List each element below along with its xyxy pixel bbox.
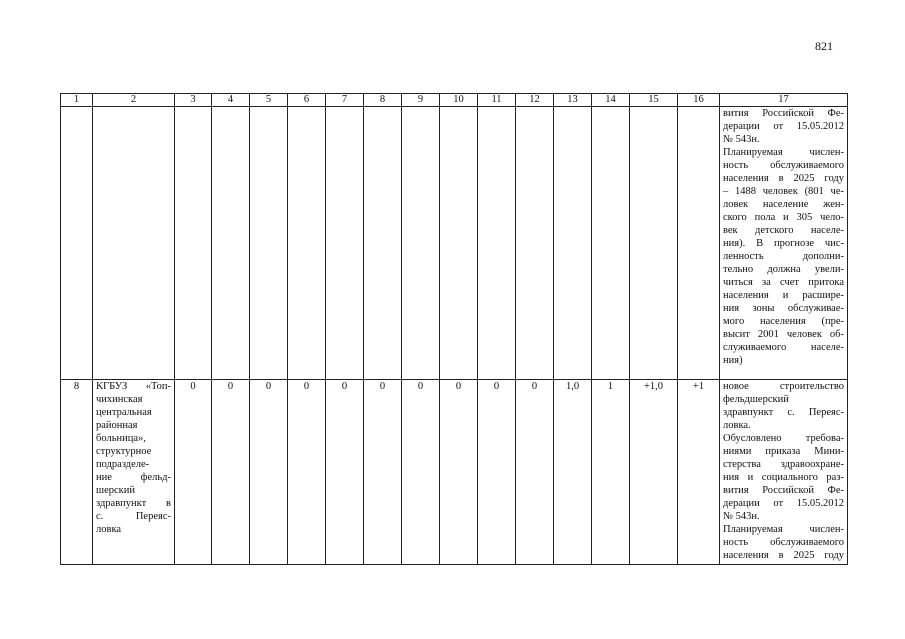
note-line: ния). В прогнозе чис- <box>723 238 844 249</box>
table-cell <box>592 107 630 380</box>
name-line: районная <box>96 420 138 431</box>
value-cell: 0 <box>440 380 478 565</box>
name-line: ние фельд- <box>96 472 171 483</box>
column-header: 16 <box>678 94 720 107</box>
column-header: 12 <box>516 94 554 107</box>
note-line: ность обслуживаемого <box>723 537 844 548</box>
note-line: ниями приказа Мини- <box>723 446 844 457</box>
table-cell <box>175 107 212 380</box>
table-cell <box>93 107 175 380</box>
table-cell <box>364 107 402 380</box>
column-header: 14 <box>592 94 630 107</box>
name-line: чихинская <box>96 394 143 405</box>
column-header: 8 <box>364 94 402 107</box>
column-header: 9 <box>402 94 440 107</box>
table-cell <box>212 107 250 380</box>
note-line: Обусловлено требова- <box>723 433 844 444</box>
table-cell <box>288 107 326 380</box>
value-cell: 0 <box>212 380 250 565</box>
table-cell <box>478 107 516 380</box>
note-line: № 543н. <box>723 511 760 522</box>
table-cell <box>61 107 93 380</box>
column-header: 6 <box>288 94 326 107</box>
table-cell <box>516 107 554 380</box>
note-line: Планируемая числен- <box>723 147 844 158</box>
name-line: ловка <box>96 524 122 535</box>
table-cell <box>326 107 364 380</box>
name-line: больница», <box>96 433 146 444</box>
note-line: фельдшерский <box>723 394 789 405</box>
note-line: ния и социального раз- <box>723 472 844 483</box>
column-header: 15 <box>630 94 678 107</box>
value-cell: 1,0 <box>554 380 592 565</box>
column-header: 5 <box>250 94 288 107</box>
column-header: 17 <box>720 94 848 107</box>
note-line: дерации от 15.05.2012 <box>723 498 844 509</box>
note-line: ленность дополни- <box>723 251 844 262</box>
note-line: – 1488 человек (801 че- <box>723 186 844 197</box>
table-cell <box>630 107 678 380</box>
value-cell: 1 <box>592 380 630 565</box>
note-line: служиваемого населе- <box>723 342 844 353</box>
table-cell <box>678 107 720 380</box>
note-line: вития Российской Фе- <box>723 485 844 496</box>
name-line: шерский <box>96 485 135 496</box>
value-cell: 0 <box>326 380 364 565</box>
value-cell: 0 <box>250 380 288 565</box>
facility-name-cell <box>93 380 175 565</box>
table-cell <box>250 107 288 380</box>
continuation-note-cell <box>720 107 848 380</box>
note-line: ловек население жен- <box>723 199 844 210</box>
value-cell: +1,0 <box>630 380 678 565</box>
note-line: населения в 2025 году <box>723 173 844 184</box>
name-line: здравпункт в <box>96 498 171 509</box>
name-line: КГБУЗ «Топ- <box>96 381 171 392</box>
note-line: Планируемая числен- <box>723 524 844 535</box>
value-cell: 0 <box>402 380 440 565</box>
note-line: вития Российской Фе- <box>723 108 844 119</box>
name-line: подразделе- <box>96 459 150 470</box>
table-row <box>61 380 848 565</box>
column-header: 7 <box>326 94 364 107</box>
note-line: дерации от 15.05.2012 <box>723 121 844 132</box>
name-line: структурное <box>96 446 152 457</box>
row-number-cell: 8 <box>61 380 93 565</box>
note-line: новое строительство <box>723 381 844 392</box>
table-cell <box>440 107 478 380</box>
note-line: стерства здравоохране- <box>723 459 844 470</box>
column-header: 13 <box>554 94 592 107</box>
note-line: высит 2001 человек об- <box>723 329 844 340</box>
note-line: ность обслуживаемого <box>723 160 844 171</box>
value-cell: 0 <box>175 380 212 565</box>
column-header: 10 <box>440 94 478 107</box>
note-line: ния) <box>723 355 743 366</box>
value-cell: +1 <box>678 380 720 565</box>
note-line: ского пола и 305 чело- <box>723 212 844 223</box>
column-header: 3 <box>175 94 212 107</box>
table-cell <box>402 107 440 380</box>
column-header: 1 <box>61 94 93 107</box>
column-header: 4 <box>212 94 250 107</box>
note-line: век детского населе- <box>723 225 844 236</box>
note-line: ния зоны обслуживае- <box>723 303 844 314</box>
value-cell: 0 <box>364 380 402 565</box>
value-cell: 0 <box>288 380 326 565</box>
column-header: 11 <box>478 94 516 107</box>
table-row <box>61 107 848 380</box>
note-line: здравпункт с. Переяс- <box>723 407 844 418</box>
column-header: 2 <box>93 94 175 107</box>
header-row <box>61 94 848 107</box>
note-line: мого населения (пре- <box>723 316 844 327</box>
note-cell <box>720 380 848 565</box>
value-cell: 0 <box>516 380 554 565</box>
name-line: с. Переяс- <box>96 511 171 522</box>
value-cell: 0 <box>478 380 516 565</box>
note-line: тельно должна увели- <box>723 264 844 275</box>
name-line: центральная <box>96 407 152 418</box>
page-number: 821 <box>815 39 833 53</box>
note-line: населения и расшире- <box>723 290 844 301</box>
table-cell <box>554 107 592 380</box>
note-line: ловка. <box>723 420 751 431</box>
note-line: населения в 2025 году <box>723 550 844 561</box>
note-line: читься за счет притока <box>723 277 844 288</box>
note-line: № 543н. <box>723 134 760 145</box>
data-table <box>60 93 848 565</box>
